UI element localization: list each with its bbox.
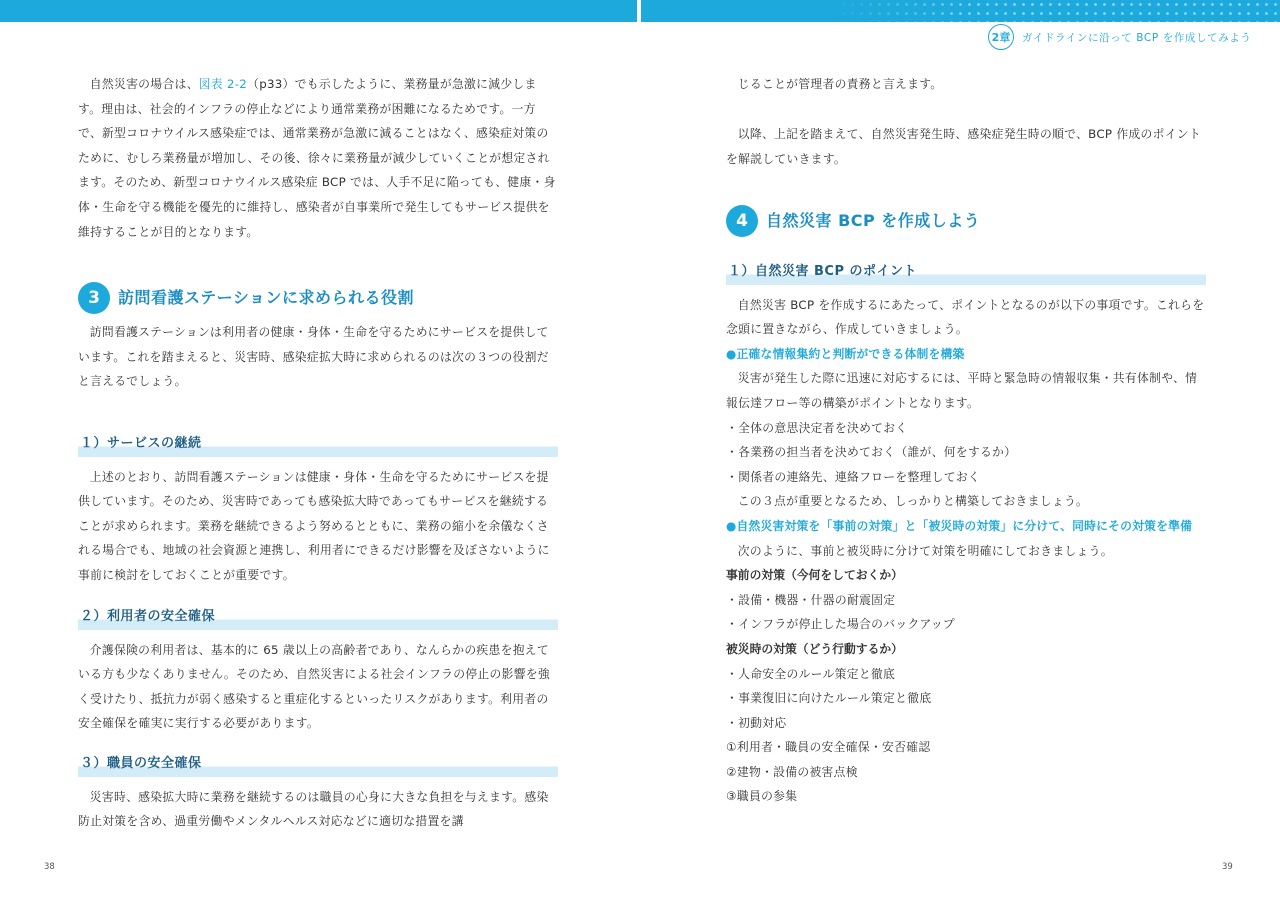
point-heading: ●自然災害対策を「事前の対策」と「被災時の対策」に分けて、同時にその対策を準備 <box>726 518 1193 533</box>
list-item: ③職員の参集 <box>726 789 798 804</box>
list-item: ②建物・設備の被害点検 <box>726 764 858 779</box>
subsection-2 <box>78 605 558 736</box>
list-item: ・インフラが停止した場合のバックアップ <box>726 617 956 632</box>
figure-reference-link[interactable]: 図表 2-2 <box>198 77 248 91</box>
subsection-heading: ２）利用者の安全確保 <box>78 605 558 630</box>
subsection-1 <box>78 432 558 588</box>
subsection-3 <box>78 752 558 834</box>
chapter-title: ガイドラインに沿って BCP を作成してみよう <box>1022 31 1252 44</box>
page-number-right: 39 <box>1222 862 1233 872</box>
section-number-badge: 3 <box>78 282 110 314</box>
subsection-body: 介護保険の利用者は、基本的に 65 歳以上の高齢者であり、なんらかの疾患を抱えている方も少なくありません。そのため、自然災害による社会インフラの停止の影響を強く受けたり、抵抗力が弱く感染すると重症化するといったリスクがあります。利用者の安全確保を確実に実行する必要があります。 <box>78 642 551 731</box>
section-4-heading <box>726 205 1206 237</box>
list-item: ①利用者・職員の安全確保・安否確認 <box>726 740 931 755</box>
section-number-badge: 4 <box>726 205 758 237</box>
header-bar-left <box>0 0 637 22</box>
before-measures-title: 事前の対策（今何をしておくか） <box>726 568 903 583</box>
section-title: 訪問看護ステーションに求められる役割 <box>118 287 415 307</box>
list-item: ・人命安全のルール策定と徹底 <box>726 666 896 681</box>
intro-paragraph: 自然災害の場合は、図表 2-2（p33）でも示したように、業務量が急激に減少します。理由は、社会的インフラの停止などにより通常業務が困難になるためです。一方で、新型コロナウイルス感染症では、通常業務が急激に減ることはなく、感染症対策のために、むしろ業務量が増加し、その後、徐々に業務量が減少していくことが想定されます。そのため、新型コロナウイルス感染症 BCP では、人手不足に陥っても、健康・身体・生命を守る機能を優先的に維持し、感染者が自事業所で発生してもサービス提供を維持することが目的となります。 <box>78 77 556 239</box>
chapter-number-badge: 2章 <box>988 24 1014 50</box>
left-page-column <box>78 72 558 244</box>
right-intro: 以降、上記を踏まえて、自然災害発生時、感染症発生時の順で、BCP 作成のポイントを解説していきます。 <box>726 127 1202 166</box>
natural-disaster-points <box>726 260 1206 809</box>
subsection-heading: ３）職員の安全確保 <box>78 752 558 777</box>
list-item: ・関係者の連絡先、連絡フローを整理しておく <box>726 469 981 484</box>
subsection-body: 自然災害 BCP を作成するにあたって、ポイントとなるのが以下の事項です。これらを念頭に置きながら、作成していきましょう。 <box>726 297 1205 337</box>
point-body: 災害が発生した際に迅速に対応するには、平時と緊急時の情報収集・共有体制や、情報伝達フロー等の構築がポイントとなります。 <box>726 371 1198 410</box>
list-item: ・各業務の担当者を決めておく（誰が、何をするか） <box>726 445 1017 460</box>
point-heading: ●正確な情報集約と判断ができる体制を構築 <box>726 346 965 361</box>
during-measures-title: 被災時の対策（どう行動するか） <box>726 641 903 656</box>
list-item: ・事業復旧に向けたルール策定と徹底 <box>726 691 932 706</box>
subsection-heading: １）自然災害 BCP のポイント <box>726 260 1206 285</box>
subsection-heading: １）サービスの継続 <box>78 432 558 457</box>
point-closing: この３点が重要となるため、しっかりと構築しておきましょう。 <box>737 494 1089 509</box>
list-item: ・初動対応 <box>726 715 787 730</box>
right-page-continuation: じることが管理者の責務と言えます。 <box>737 77 943 91</box>
page-number-left: 38 <box>44 862 55 872</box>
subsection-body: 上述のとおり、訪問看護ステーションは健康・身体・生命を守るためにサービスを提供しています。そのため、災害時であっても感染拡大時であってもサービスを継続することが求められます。業務を継続できるよう努めるとともに、業務の縮小を余儀なくされる場合でも、地域の社会資源と連携し、利用者にできるだけ影響を及ぼさないように事前に検討をしておくことが重要です。 <box>78 469 550 582</box>
section-3-body: 訪問看護ステーションは利用者の健康・身体・生命を守るためにサービスを提供しています。これを踏まえると、災害時、感染症拡大時に求められるのは次の３つの役割だと言えるでしょう。 <box>78 325 549 389</box>
header-bar-right <box>641 0 1280 22</box>
subsection-body: 災害時、感染拡大時に業務を継続するのは職員の心身に大きな負担を与えます。感染防止対策を含め、過重労働やメンタルヘルス対応などに適切な措置を講 <box>78 789 549 829</box>
point-body: 次のように、事前と被災時に分けて対策を明確にしておきましょう。 <box>737 543 1113 558</box>
chapter-header <box>988 24 1252 50</box>
section-title: 自然災害 BCP を作成しよう <box>766 210 981 230</box>
list-item: ・全体の意思決定者を決めておく <box>726 420 908 435</box>
section-3-heading <box>78 282 558 314</box>
list-item: ・設備・機器・什器の耐震固定 <box>726 592 896 607</box>
